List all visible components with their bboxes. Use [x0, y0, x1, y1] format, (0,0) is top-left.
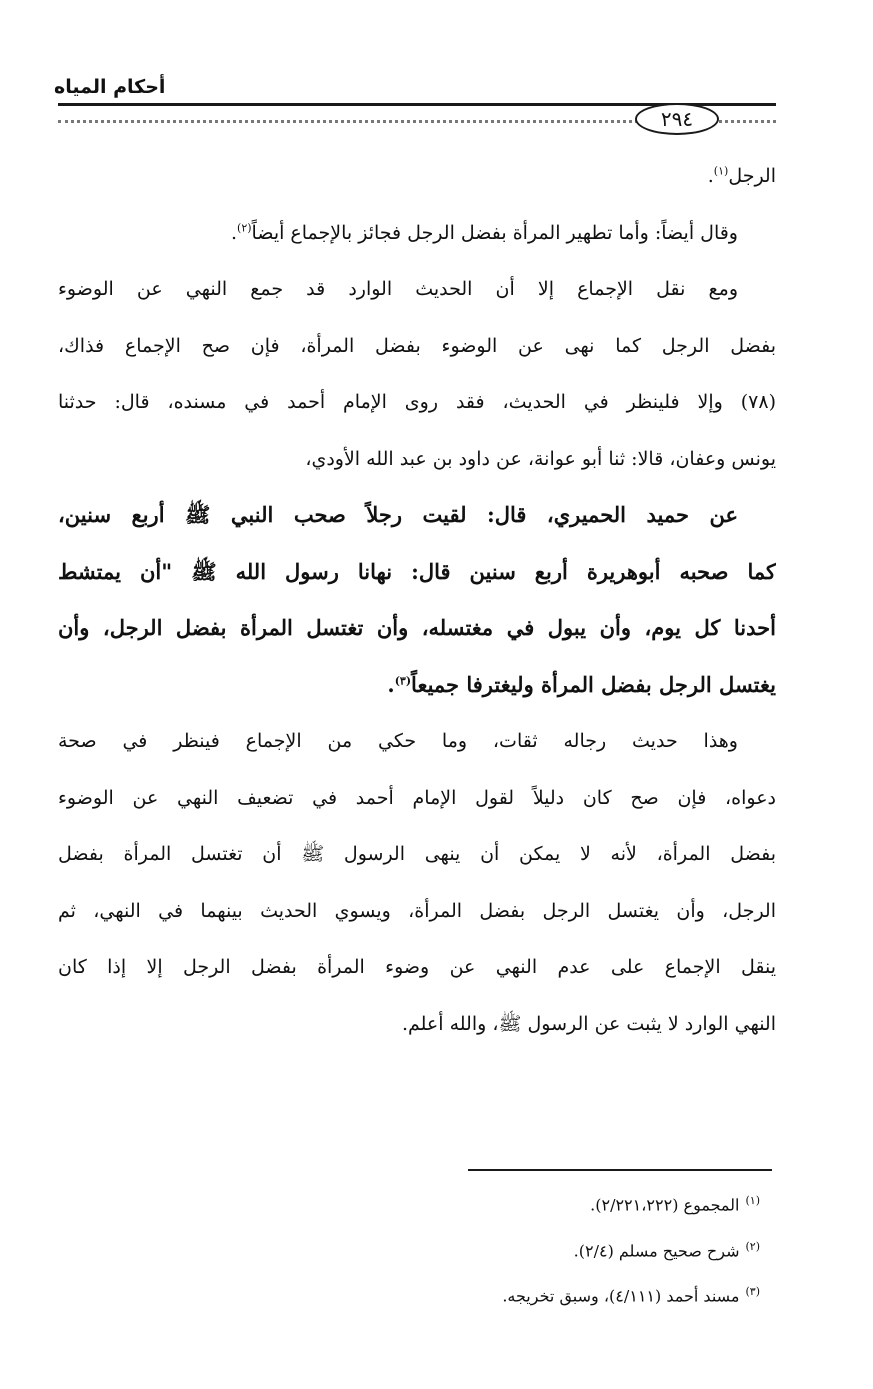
footnotes [58, 1180, 770, 1317]
text-line: وقال أيضاً: وأما تطهير المرأة بفضل الرجل فجائز بالإجماع أيضاً$^{(٢)}$. [230, 220, 738, 244]
text-line: وهذا حديث رجاله ثقات، وما حكي من الإجماع فينظر في صحة [58, 730, 738, 752]
footnote [58, 1271, 770, 1317]
footnote-separator [468, 1169, 772, 1171]
footnote-number: (٢) [745, 1239, 760, 1253]
hadith-text-line: كما صحبه أبوهريرة أربع سنين قال: نهانا رسول الله ﷺ "أن يمتشط [58, 558, 776, 584]
text-line: بفضل المرأة، لأنه لا يمكن أن ينهى الرسول ﷺ أن تغتسل المرأة بفضل [58, 843, 776, 865]
text-line: النهي الوارد لا يثبت عن الرسول ﷺ، والله أعلم. [401, 1012, 776, 1035]
footnote-ref: (١) [713, 164, 729, 178]
text-line: (٧٨) وإلا فلينظر في الحديث، فقد روى الإمام أحمد في مسنده، قال: حدثنا [58, 391, 776, 413]
footnote-number: (١) [745, 1194, 760, 1207]
main-text [58, 148, 776, 1052]
running-header-title: أحكام المياه [54, 76, 166, 98]
footnote-text: مسند أحمد (٤/١١١)، وسبق تخريجه. [502, 1286, 740, 1306]
text-line: الرجل$^{(١)}$. [707, 164, 776, 187]
text-line: دعواه، فإن صح كان دليلاً لقول الإمام أحمد في تضعيف النهي عن الوضوء [58, 786, 776, 809]
hadith-text-line: أحدنا كل يوم، وأن يبول في مغتسله، وأن تغتسل المرأة بفضل الرجل، وأن [58, 615, 776, 640]
page-number: ٢٩٤ [635, 103, 719, 135]
text-line: ينقل الإجماع على عدم النهي عن وضوء المرأة بفضل الرجل إلا إذا كان [58, 956, 776, 978]
hadith-text-line: يغتسل الرجل بفضل المرأة وليغترفا جميعاً$^{(٣)}$. [387, 671, 776, 697]
footnote-ref: (٣) [394, 673, 412, 687]
text-line: يونس وعفان، قالا: ثنا أبو عوانة، عن داود بن عبد الله الأودي، [305, 447, 776, 470]
text-line: بفضل الرجل كما نهى عن الوضوء بفضل المرأة، فإن صح الإجماع فذاك، [58, 334, 776, 357]
footnote-text: شرح صحيح مسلم (٢/٤). [573, 1241, 740, 1261]
footnote [58, 1180, 770, 1226]
text-line: ومع نقل الإجماع إلا أن الحديث الوارد قد جمع النهي عن الوضوء [58, 278, 738, 300]
text-line: الرجل، وأن يغتسل الرجل بفضل المرأة، ويسوي الحديث بينهما في النهي، ثم [58, 899, 776, 922]
footnote-number: (٣) [745, 1285, 760, 1299]
footnote [58, 1226, 770, 1272]
footnote-text: المجموع (٢/٢٢١،٢٢٢). [590, 1195, 740, 1215]
footnote-ref: (٢) [237, 220, 252, 234]
hadith-text-line: عن حميد الحميري، قال: لقيت رجلاً صحب النبي ﷺ أربع سنين، [58, 502, 738, 527]
